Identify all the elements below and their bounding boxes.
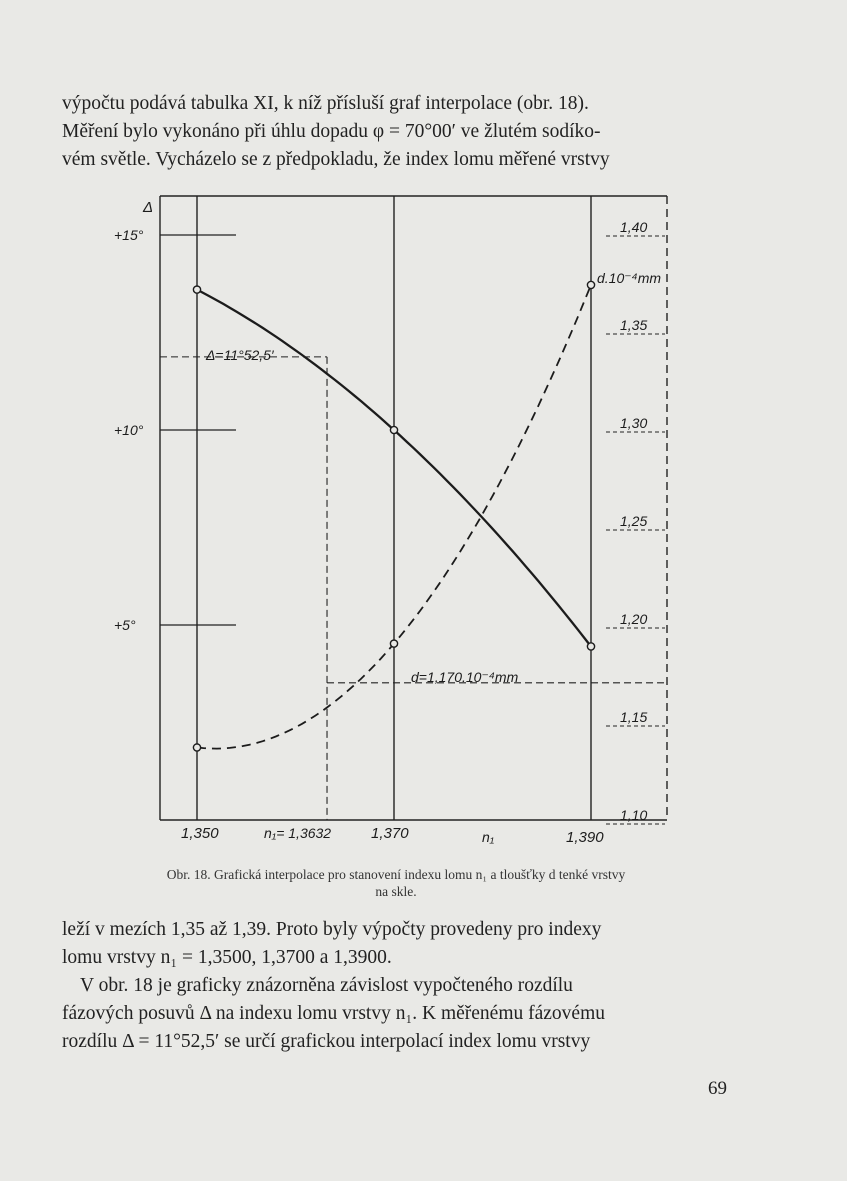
x-tick-label: 1,370 [371,825,409,842]
text-line: fázových posuvů Δ na indexu lomu vrstvy n₁. K měřenému fázovému [62,1003,606,1024]
bottom-paragraph [62,916,730,1056]
x-tick-label: n₁= 1,3632 [264,825,332,841]
caption-line: Obr. 18. Grafická interpolace pro stanovení indexu lomu n₁ a tloušťky d tenké vrstvy [166,867,626,882]
left-tick-label: +10° [114,422,144,438]
delta-annotation: Δ=11°52,5′ [206,347,274,363]
left-tick-label: +15° [114,227,144,243]
right-tick-label: 1,15 [620,709,648,725]
right-tick-label: 1,20 [620,611,648,627]
text-line: rozdílu Δ = 11°52,5′ se určí grafickou interpolací index lomu vrstvy [62,1031,591,1052]
text-line: vém světle. Vycházelo se z předpokladu, že index lomu měřené vrstvy [62,149,610,170]
delta-data-point [390,426,397,433]
right-tick-label: 1,40 [620,219,648,235]
text-line: Měření bylo vykonáno při úhlu dopadu φ = 70°00′ ve žlutém sodíko- [62,121,601,142]
figure-caption [62,866,730,900]
thickness-data-point [390,640,397,647]
delta-data-point [193,286,200,293]
x-axis-label: n₁ [482,829,495,845]
caption-line: na skle. [375,884,417,899]
text-line: výpočtu podává tabulka XI, k níž přísluší graf interpolace (obr. 18). [62,93,589,114]
right-tick-label: 1,10 [620,807,648,823]
left-axis-symbol: Δ [143,199,154,216]
right-tick-label: 1,30 [620,415,648,431]
delta-data-point [587,643,594,650]
thickness-data-point [587,281,594,288]
right-tick-label: 1,35 [620,317,648,333]
text-line: V obr. 18 je graficky znázorněna závislost vypočteného rozdílu [80,975,573,996]
thickness-data-point [193,744,200,751]
right-axis-unit: d.10⁻⁴mm [597,270,662,286]
text-line: leží v mezích 1,35 až 1,39. Proto byly výpočty provedeny pro indexy [62,919,602,940]
x-tick-label: 1,390 [566,829,604,846]
page-number: 69 [708,1078,727,1099]
d-annotation: d=1,170.10⁻⁴mm [411,669,519,685]
right-tick-label: 1,25 [620,513,648,529]
x-tick-label: 1,350 [181,825,219,842]
text-line: lomu vrstvy n₁ = 1,3500, 1,3700 a 1,3900. [62,947,392,968]
left-tick-label: +5° [114,617,136,633]
